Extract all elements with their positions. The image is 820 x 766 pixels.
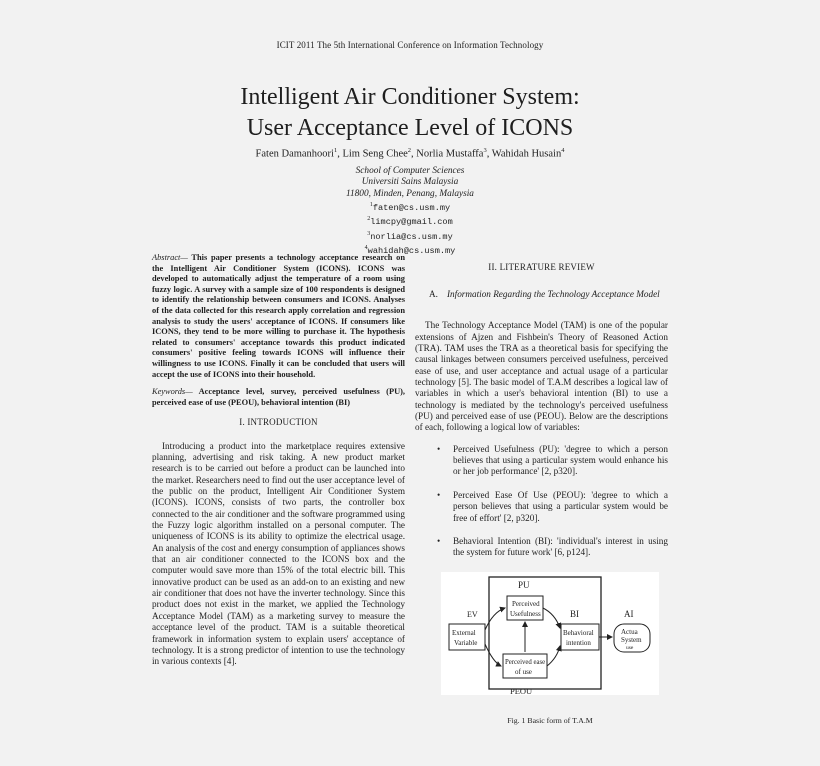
author: Lim Seng Chee [342,148,408,160]
author-sep: , [337,148,343,160]
email-sup: 4 [364,245,368,252]
abstract-label: Abstract— [152,253,188,262]
use-label: use [626,645,634,651]
list-item [415,536,668,559]
intro-paragraph: Introducing a product into the marketplace requires extensive planning, advertising and risk taking. A new product market research is to be carried out before a product can be launched into the market. Researchers need to find out the user acceptance level of the public on the product, Intelligent Air Conditioner System (ICONS). ICONS, consists of two parts, the controller box connected to the air conditioner and the software programmed using the Fuzzy logic algorithm installed on a personal computer. The uniqueness of ICONS is its ability to optimize the electrical usage. An analysis of the cost and energy consumption of appliances shows that an air conditioner connected to the ICONS box and the computer would save more than 15% of the total electric bill. This innovative product can be used as an add-on to an existing and new air conditioner that does not have the inverter technology. Since this product does not exist in the market, we applied the Technology Acceptance Model (TAM) as a marketing survey to measure the acceptance level of the product. TAM is a suitable theoretical framework in information system to explain users' acceptance of technology. It is a strong predictor of intention to use the technology in various contexts [4]. [152,440,405,667]
left-column [152,253,405,668]
intention-label: intention [566,639,591,647]
author-sup: 2 [407,147,412,154]
author-sep: , [411,148,417,160]
email-line [0,200,820,214]
actual-label: Actua [621,628,638,636]
email-line [0,214,820,228]
email-sup: 1 [369,201,373,208]
affiliation-university: Universiti Sains Malaysia [361,177,459,188]
author-sep: , [486,148,492,160]
variable-label: Variable [454,639,478,647]
author: Wahidah Husain [491,148,562,160]
author-list [0,147,820,160]
tam-paragraph: The Technology Acceptance Model (TAM) is one of the popular extensions of Ajzen and Fishbein's Theory of Reasoned Action (TRA). TAM uses the TRA as a theoretical basis for specifying the causal linkages between consumers perceived usefulness, perceived ease of use, and user acceptance and actual usage of a particular technology [5]. The basic model of T.A.M describes a logical law of variables in which a user's behavioral intention (BI) to use a technology is mediated by the technology's perceived usefulness (PU) and perceived ease of use (PEOU). Below are the descriptions of each, following a logical low of variables: [415,320,668,433]
list-item [415,490,668,524]
keywords-text: Acceptance level, survey, perceived usefulness (PU), perceived ease of use (PEOU), behavioral intention (BI) [152,387,405,407]
author: Norlia Mustaffa [416,148,484,160]
peou-label: PEOU [510,686,533,695]
email-link[interactable]: limcpy@gmail.com [370,217,453,228]
list-item-text: Perceived Usefulness (PU): 'degree to which a person believes that using a particular system would enhance his or her job performance' [2, p320]. [453,443,668,477]
behavioral-label: Behavioral [563,629,594,637]
email-link[interactable]: wahidah@cs.usm.my [367,246,456,257]
affiliation-address: 11800, Minden, Penang, Malaysia [346,188,474,199]
bullet-icon: • [437,443,441,454]
tam-figure [441,572,659,695]
perceived-label: Perceived [512,600,540,608]
list-item-text: Behavioral Intention (BI): 'individual's interest in using the system for future work' [6, p124]. [453,535,668,558]
arrow-ev-pu [485,608,505,630]
usefulness-label: Usefulness [510,610,541,618]
list-item [415,444,668,478]
affiliation-school: School of Computer Sciences [355,166,465,176]
ev-label: EV [467,610,478,619]
external-label: External [452,629,476,637]
tam-diagram [441,572,659,695]
arrow-pu-bi [543,608,560,628]
right-column [415,262,668,571]
bi-label: BI [570,609,579,619]
author: Faten Damanhoori [255,148,334,160]
arrow-peou-bi [547,646,560,666]
ai-label: AI [624,609,634,619]
email-sup: 2 [367,216,371,223]
affiliation-block [0,166,820,257]
title-line-2: User Acceptance Level of ICONS [246,115,574,141]
definition-list [415,444,668,559]
author-sup: 4 [561,147,565,154]
bullet-icon: • [437,535,441,546]
author-sup: 3 [483,147,487,154]
subsection-label: A. [429,289,438,300]
list-item-text: Perceived Ease Of Use (PEOU): 'degree to which a person believes that using a particular system would be free of effort' [2, p320]. [453,489,668,523]
paper-title [0,82,820,144]
bullet-icon: • [437,489,441,500]
email-link[interactable]: norlia@cs.usm.my [370,231,453,242]
figure-caption: Fig. 1 Basic form of T.A.M [507,716,593,725]
email-link[interactable]: faten@cs.usm.my [372,202,451,213]
of-use-label: of use [515,668,532,676]
keywords-label: Keywords— [152,387,193,397]
section-heading-literature: II. LITERATURE REVIEW [488,262,595,272]
email-line [0,229,820,243]
conference-header: ICIT 2011 The 5th International Conference on Information Technology [276,40,544,50]
section-heading-introduction: I. INTRODUCTION [239,417,318,428]
keywords [152,387,405,408]
title-line-1: Intelligent Air Conditioner System: [240,84,580,110]
subsection-title: Information Regarding the Technology Acceptance Model [447,289,660,300]
author-sup: 1 [333,147,338,154]
system-label: System [621,636,642,644]
arrow-ev-peou [485,644,501,666]
perceived-ease-label: Perceived ease [505,659,546,666]
subsection-heading [429,289,668,300]
email-line [0,243,820,257]
pu-label: PU [518,580,530,590]
abstract-text: This paper presents a technology acceptance research on the Intelligent Air Conditioner System (ICONS). ICONS was developed to automatically adjust the temperature of a room using fuzzy logic. A survey with a sample size of 100 respondents is designed to identify the relationship between consumers and ICONS. Analyses of the data collected for this research apply correlation and regression analysis to study the users' acceptance of ICONS. If consumers like ICONS, they tend to be more willing to purchase it. The hypothesis related to consumers' acceptance towards this product indicated consumers' positive feeling towards ICONS will influence their willingness to use ICONS. Finally it can be concluded that users will accept the use of ICONS into their household. [152,253,405,379]
abstract [152,253,405,380]
email-sup: 3 [367,230,371,237]
